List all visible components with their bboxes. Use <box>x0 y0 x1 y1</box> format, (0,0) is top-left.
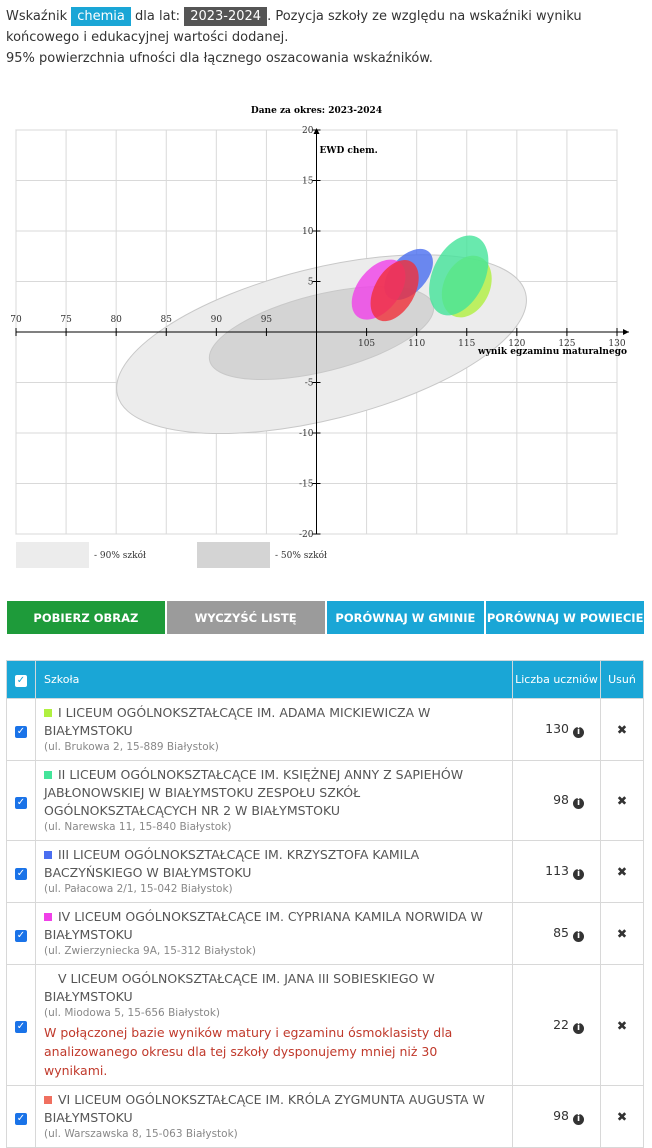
info-icon[interactable]: i <box>573 798 584 809</box>
student-count: 130 <box>545 721 569 736</box>
row-checkbox[interactable]: ✓ <box>16 1112 26 1124</box>
subject-badge: chemia <box>71 7 131 26</box>
delete-row-button[interactable] <box>601 1086 644 1148</box>
chart-title: Dane za okres: 2023-2024 <box>250 106 383 116</box>
student-count: 98 <box>553 792 569 807</box>
x-tick-label: 80 <box>110 315 122 325</box>
intro-prefix: Wskaźnik <box>6 9 68 24</box>
x-tick-label: 85 <box>160 315 172 325</box>
header-count: Liczba uczniów <box>513 661 601 699</box>
row-checkbox[interactable]: ✓ <box>16 796 26 808</box>
header-school: Szkoła <box>36 661 513 699</box>
student-count-cell <box>513 699 601 761</box>
y-tick-label: -15 <box>299 479 314 490</box>
delete-row-button[interactable] <box>601 841 644 903</box>
x-tick-label: 125 <box>558 339 576 349</box>
row-checkbox-cell[interactable] <box>7 965 36 1086</box>
school-cell <box>36 761 513 841</box>
select-all-checkbox[interactable]: ✓ <box>16 674 26 686</box>
x-tick-label: 110 <box>408 339 426 349</box>
row-checkbox-cell[interactable] <box>7 841 36 903</box>
x-tick-label: 120 <box>508 339 526 349</box>
school-address: (ul. Pałacowa 2/1, 15-042 Białystok) <box>44 883 233 895</box>
delete-row-button[interactable] <box>601 965 644 1086</box>
intro-line-1 <box>6 6 646 48</box>
intro-text <box>6 6 646 69</box>
school-name: IV LICEUM OGÓLNOKSZTAŁCĄCE IM. CYPRIANA KAMILA NORWIDA W BIAŁYMSTOKU <box>44 909 483 942</box>
school-cell <box>36 965 513 1086</box>
school-address: (ul. Zwierzyniecka 9A, 15-312 Białystok) <box>44 945 257 957</box>
ewd-chart <box>0 96 652 576</box>
years-badge: 2023-2024 <box>184 7 267 26</box>
school-cell <box>36 903 513 965</box>
school-address: (ul. Brukowa 2, 15-889 Białystok) <box>44 741 219 753</box>
y-tick-label: 15 <box>302 176 314 187</box>
legend-label: - 90% szkół <box>94 551 146 561</box>
school-color-marker <box>44 771 52 779</box>
table-row <box>7 841 644 903</box>
school-name: I LICEUM OGÓLNOKSZTAŁCĄCE IM. ADAMA MICKIEWICZA W BIAŁYMSTOKU <box>44 705 431 738</box>
table-row <box>7 1086 644 1148</box>
x-tick-label: 130 <box>608 339 626 349</box>
delete-row-button[interactable] <box>601 699 644 761</box>
student-count: 22 <box>553 1016 569 1032</box>
table-row <box>7 965 644 1086</box>
x-tick-label: 115 <box>458 339 476 349</box>
info-icon[interactable]: i <box>573 1023 584 1034</box>
close-icon[interactable]: ✖ <box>616 926 628 941</box>
row-checkbox[interactable]: ✓ <box>16 929 26 941</box>
school-name: VI LICEUM OGÓLNOKSZTAŁCĄCE IM. KRÓLA ZYGMUNTA AUGUSTA W BIAŁYMSTOKU <box>44 1092 485 1125</box>
student-count-cell <box>513 841 601 903</box>
school-warning: W połączonej bazie wyników matury i egzaminu ósmoklasisty dla analizowanego okresu dla tej szkoły dysponujemy mniej niż 30 wynikami. <box>44 1025 453 1078</box>
row-checkbox-cell[interactable] <box>7 761 36 841</box>
y-tick-label: 10 <box>302 227 314 237</box>
compare-county-button[interactable]: PORÓWNAJ W POWIECIE <box>486 601 644 634</box>
row-checkbox-cell[interactable] <box>7 699 36 761</box>
info-icon[interactable]: i <box>573 1114 584 1125</box>
student-count-cell <box>513 965 601 1086</box>
table-row <box>7 761 644 841</box>
legend-swatch <box>16 542 89 568</box>
school-color-marker <box>44 913 52 921</box>
school-color-marker <box>44 975 52 983</box>
close-icon[interactable]: ✖ <box>616 793 628 808</box>
x-tick-label: 90 <box>210 315 223 325</box>
student-count-cell <box>513 903 601 965</box>
school-color-marker <box>44 1096 52 1104</box>
school-cell <box>36 1086 513 1148</box>
intro-line-2: 95% powierzchnia ufności dla łącznego oszacowania wskaźników. <box>6 51 433 66</box>
schools-table <box>6 660 644 1148</box>
table-header <box>7 661 644 699</box>
y-tick-label: -5 <box>304 378 314 389</box>
y-tick-label: -10 <box>299 429 314 439</box>
student-count-cell <box>513 1086 601 1148</box>
row-checkbox[interactable]: ✓ <box>16 1021 26 1032</box>
legend-swatch <box>197 542 270 568</box>
school-color-marker <box>44 851 52 859</box>
student-count: 98 <box>553 1108 569 1123</box>
school-address: (ul. Warszawska 8, 15-063 Białystok) <box>44 1128 238 1140</box>
school-color-marker <box>44 709 52 717</box>
close-icon[interactable]: ✖ <box>616 864 628 879</box>
x-tick-label: 105 <box>357 339 376 349</box>
close-icon[interactable]: ✖ <box>616 722 628 737</box>
compare-commune-button[interactable]: PORÓWNAJ W GMINIE <box>327 601 485 634</box>
x-axis-arrow <box>623 329 629 335</box>
school-name: V LICEUM OGÓLNOKSZTAŁCĄCE IM. JANA III SOBIESKIEGO W BIAŁYMSTOKU <box>44 971 435 1004</box>
legend-label: - 50% szkół <box>275 551 327 561</box>
school-cell <box>36 841 513 903</box>
info-icon[interactable]: i <box>573 869 584 880</box>
x-tick-label: 70 <box>10 315 22 325</box>
row-checkbox-cell[interactable] <box>7 903 36 965</box>
info-icon[interactable]: i <box>573 931 584 942</box>
y-tick-label: 5 <box>307 277 314 288</box>
intro-mid: dla lat: <box>135 9 181 24</box>
y-tick-label: 20 <box>302 126 314 136</box>
school-cell <box>36 699 513 761</box>
close-icon[interactable]: ✖ <box>616 1109 628 1124</box>
intro-suffix: . Pozycja szkoły ze względu na wskaźniki wyniku końcowego i edukacyjnej wartości dodanej. <box>6 9 582 45</box>
action-buttons <box>7 601 644 634</box>
row-checkbox[interactable]: ✓ <box>16 725 26 737</box>
select-all-cell[interactable] <box>7 661 36 699</box>
x-tick-label: 95 <box>260 315 273 325</box>
download-image-button[interactable]: POBIERZ OBRAZ <box>7 601 165 634</box>
info-icon[interactable]: i <box>573 727 584 738</box>
student-count: 85 <box>553 925 569 940</box>
y-axis-label: EWD chem. <box>319 146 378 157</box>
clear-list-button[interactable]: WYCZYŚĆ LISTĘ <box>167 601 325 634</box>
school-name: II LICEUM OGÓLNOKSZTAŁCĄCE IM. KSIĘŻNEJ ANNY Z SAPIEHÓW JABŁONOWSKIEJ W BIAŁYMSTOKU ZESPOŁU SZKÓŁ OGÓLNOKSZTAŁCĄCYCH NR 2 W BIAŁYMSTOKU <box>44 767 464 818</box>
close-icon[interactable]: ✖ <box>616 1017 628 1033</box>
y-tick-label: -20 <box>299 530 314 540</box>
school-name: III LICEUM OGÓLNOKSZTAŁCĄCE IM. KRZYSZTOFA KAMILA BACZYŃSKIEGO W BIAŁYMSTOKU <box>44 847 420 880</box>
header-delete: Usuń <box>601 661 644 699</box>
row-checkbox-cell[interactable] <box>7 1086 36 1148</box>
x-axis-label: wynik egzaminu maturalnego <box>477 347 627 357</box>
school-address: (ul. Miodowa 5, 15-656 Białystok) <box>44 1007 221 1019</box>
delete-row-button[interactable] <box>601 903 644 965</box>
school-address: (ul. Narewska 11, 15-840 Białystok) <box>44 821 232 833</box>
x-tick-label: 75 <box>60 315 72 325</box>
student-count: 113 <box>545 863 569 878</box>
row-checkbox[interactable]: ✓ <box>16 867 26 879</box>
table-row <box>7 699 644 761</box>
delete-row-button[interactable] <box>601 761 644 841</box>
table-row <box>7 903 644 965</box>
student-count-cell <box>513 761 601 841</box>
